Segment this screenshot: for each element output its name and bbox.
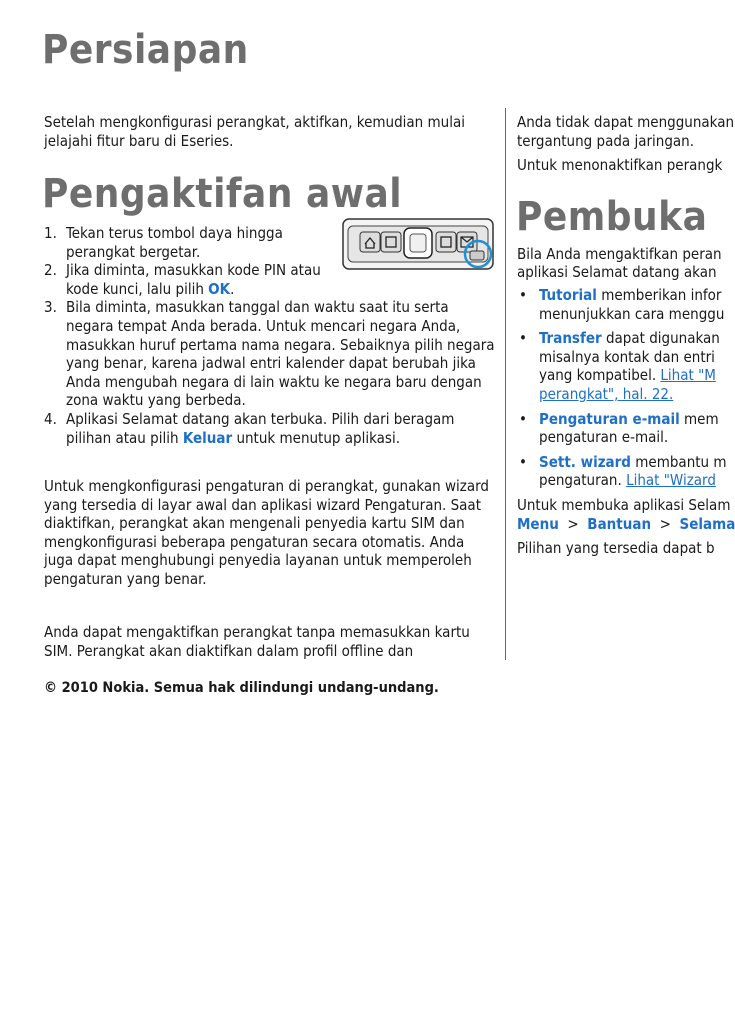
page-title: Persiapan [42,27,249,73]
ok-softkey-label: OK [208,279,231,298]
step-4: 4. Aplikasi Selamat datang akan terbuka. Pilih dari beragam pilihan atau pilih Keluar untuk menutup aplikasi. [44,409,455,447]
transfer-reference-link[interactable]: Lihat "M [660,366,716,385]
step-text: Bila diminta, masukkan tanggal dan waktu saat itu serta negara tempat Anda berada. Untuk mencari negara Anda, masukkan huruf pertama nama negara. Sebaiknya pilih negara yang benar, karena jadwal entri kalender dapat berubah jika Anda mengubah negara di lain waktu ke negara baru dengan zona waktu yang berbeda. [66,298,495,410]
section-title-activation: Pengaktifan awal [42,171,403,217]
step-number: 4. [44,409,57,428]
step-1 [44,224,336,261]
transfer-reference-link-cont[interactable]: perangkat", hal. 22. [539,384,674,403]
copyright-footer: © 2010 Nokia. Semua hak dilindungi undang-undang. [44,680,439,696]
welcome-intro-2: aplikasi Selamat datang akan [517,263,717,282]
power-key-icon [470,251,484,260]
email-settings-label: Pengaturan e-mail [539,409,680,428]
exit-option-label: Keluar [182,428,233,447]
phone-keypad-illustration [342,218,494,270]
list-item-tutorial: • Tutorial memberikan infor menunjukkan cara menggu [519,285,725,323]
right-line-3: Untuk menonaktifkan perangk [517,156,723,175]
step-number: 1. [44,224,57,242]
right-column [516,113,735,673]
right-line-2: tergantung pada jaringan. [517,131,695,150]
contacts-key-icon [436,232,456,252]
sett-wizard-label: Sett. wizard [539,452,631,471]
section-title-welcome: Pembuka [516,193,708,240]
column-divider [505,108,506,660]
menu-path-menu: Menu [517,514,559,533]
tutorial-label: Tutorial [539,285,597,304]
right-line-1: Anda tidak dapat menggunakan [517,113,735,131]
navi-key-icon [404,228,432,258]
offline-paragraph: Anda dapat mengaktifkan perangkat tanpa memasukkan kartu SIM. Perangkat akan diaktifkan dalam profil offline dan [44,623,470,660]
available-options-text: Pilihan yang tersedia dapat b [517,539,715,558]
list-item-transfer: • Transfer dapat digunakan misalnya kontak dan entri yang kompatibel. Lihat "M perangkat", hal. 22. [519,329,720,403]
wizard-reference-link[interactable]: Lihat "Wizard [626,471,716,490]
menu-path-help: Bantuan [587,514,652,533]
step-number: 2. [44,261,57,280]
list-item-sett-wizard: • Sett. wizard membantu m pengaturan. Lihat "Wizard [519,452,727,490]
step-text: Jika diminta, masukkan kode PIN atau kode kunci, lalu pilih [66,261,321,298]
step-text: Aplikasi Selamat datang akan terbuka. Pilih dari beragam pilihan atau pilih [66,409,455,447]
menu-path-welcome: Selama [679,514,735,533]
home-key-icon [360,232,380,252]
settings-paragraph: Untuk mengkonfigurasi pengaturan di perangkat, gunakan wizard yang tersedia di layar awal dan aplikasi wizard Pengaturan. Saat diaktifkan, perangkat akan mengenali penyedia kartu SIM dan mengkonfigurasi beberapa pengaturan secara otomatis. Anda juga dapat menghubungi penyedia layanan untuk memperoleh pengaturan yang benar. [44,477,490,588]
list-item-email-settings: • Pengaturan e-mail mem pengaturan e-mail. [519,409,719,447]
welcome-intro-1: Bila Anda mengaktifkan peran [517,244,722,263]
menu-path: Menu > Bantuan > Selama [517,514,735,533]
step-number: 3. [44,298,57,317]
welcome-options-list [517,286,728,490]
intro-paragraph: Setelah mengkonfigurasi perangkat, aktifkan, kemudian mulai jelajahi fitur baru di Eseries. [44,113,465,150]
step-text: Tekan terus tombol daya hingga perangkat bergetar. [66,224,283,261]
open-app-text: Untuk membuka aplikasi Selam [517,495,731,514]
step-2: 2. Jika diminta, masukkan kode PIN atau kode kunci, lalu pilih OK. [44,261,321,298]
calendar-key-icon [381,232,401,252]
transfer-label: Transfer [539,329,602,348]
step-3 [44,298,496,410]
